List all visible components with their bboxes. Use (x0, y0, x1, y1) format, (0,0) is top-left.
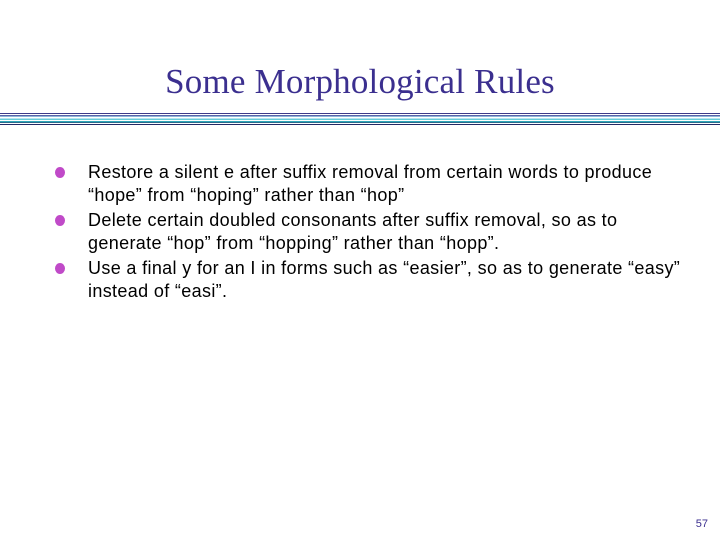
slide-title: Some Morphological Rules (165, 62, 555, 101)
bullet-item (52, 257, 692, 302)
bullet-dot-icon (55, 215, 65, 226)
bullet-dot-icon (55, 167, 65, 178)
bullet-item (52, 209, 692, 254)
title-divider (0, 113, 720, 125)
divider-line (0, 124, 720, 125)
bullet-text: Restore a silent e after suffix removal from certain words to produce “hope” from “hoping” rather than “hop” (88, 162, 653, 205)
page-number: 57 (695, 518, 708, 530)
bullet-dot-icon (55, 263, 65, 274)
bullet-item (52, 161, 692, 206)
bullet-text: Delete certain doubled consonants after suffix removal, so as to generate “hop” from “hopping” rather than “hopp”. (88, 210, 618, 253)
bullet-text: Use a final y for an I in forms such as “easier”, so as to generate “easy” instead of “easi”. (88, 258, 681, 301)
bullet-list (52, 161, 692, 305)
